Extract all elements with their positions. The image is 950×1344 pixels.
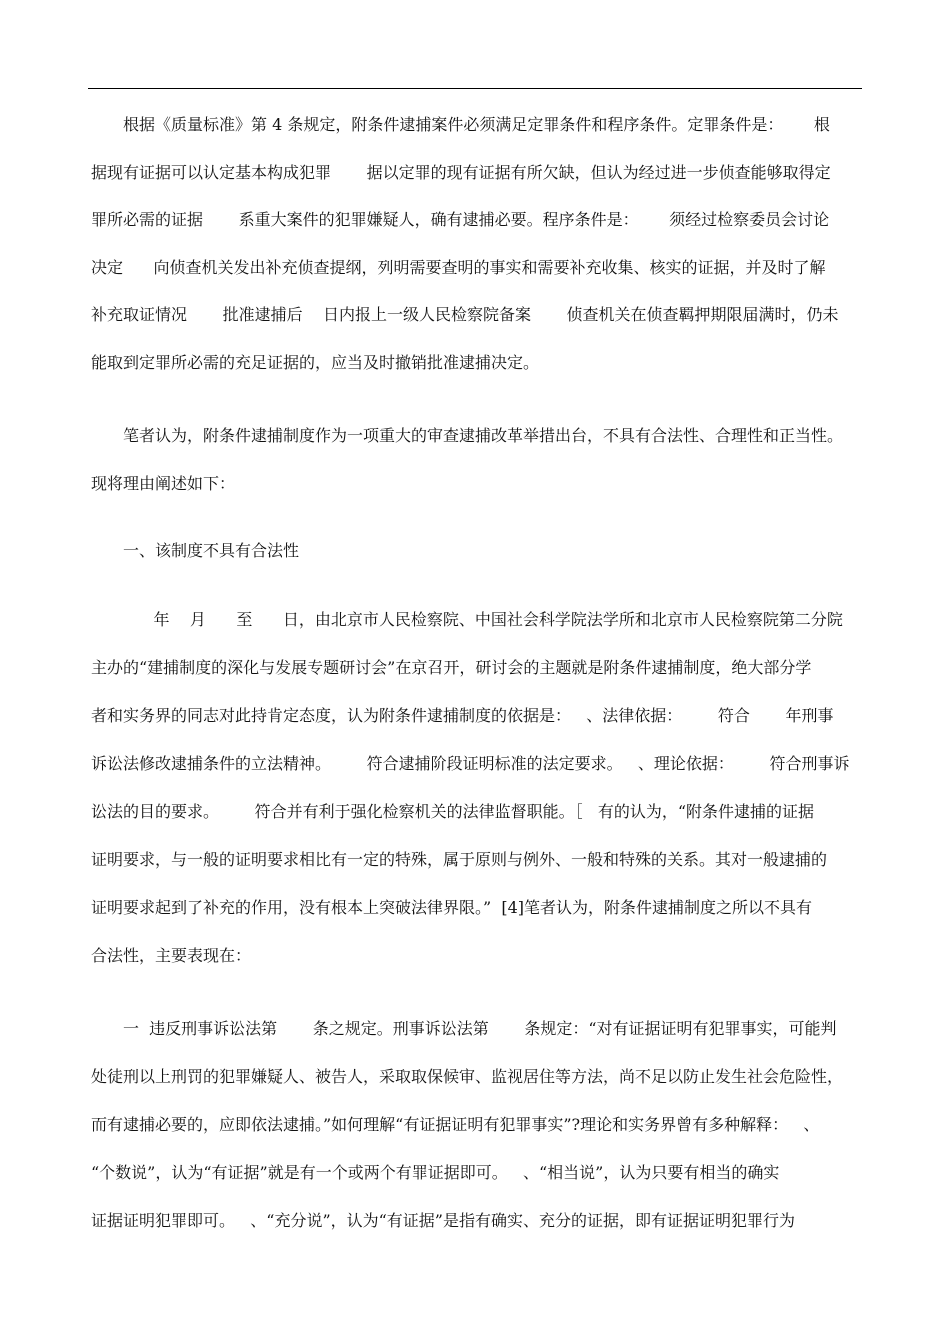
- text-line: 据现有证据可以认定基本构成犯罪 据以定罪的现有证据有所欠缺，但认为经过进一步侦查能够取得定: [91, 163, 831, 182]
- text-line: 诉讼法修改逮捕条件的立法精神。 符合逮捕阶段证明标准的法定要求。 、理论依据： 符合刑事诉: [91, 754, 850, 773]
- text-line: 讼法的目的要求。 符合并有利于强化检察机关的法律监督职能。［ 有的认为，“附条件逮捕的证据: [91, 802, 815, 821]
- text-line: 证明要求，与一般的证明要求相比有一定的特殊，属于原则与例外、一般和特殊的关系。其对一般逮捕的: [91, 850, 828, 869]
- text-line: 者和实务界的同志对此持肯定态度，认为附条件逮捕制度的依据是： 、法律依据： 符合 年刑事: [91, 706, 834, 725]
- text-line: 根据《质量标准》第 4 条规定，附条件逮捕案件必须满足定罪条件和程序条件。定罪条件是： 根: [123, 115, 830, 134]
- text-line: 补充取证情况 批准逮捕后 日内报上一级人民检察院备案 侦查机关在侦查羁押期限届满时，仍未: [91, 305, 839, 324]
- text-line: 罪所必需的证据 系重大案件的犯罪嫌疑人，确有逮捕必要。程序条件是： 须经过检察委员会讨论: [91, 210, 830, 229]
- text-line: 证明要求起到了补充的作用，没有根本上突破法律界限。” [4]笔者认为，附条件逮捕制度之所以不具有: [91, 898, 813, 917]
- text-line: 现将理由阐述如下：: [91, 474, 236, 493]
- text-line: 合法性，主要表现在：: [91, 946, 252, 965]
- header-rule: [88, 88, 862, 89]
- section-heading: 一、该制度不具有合法性: [123, 541, 300, 560]
- text-line: 处徒刑以上刑罚的犯罪嫌疑人、被告人，采取取保候审、监视居住等方法，尚不足以防止发生社会危险性，: [91, 1067, 844, 1086]
- text-line: 年 月 至 日，由北京市人民检察院、中国社会科学院法学所和北京市人民检察院第二分院: [123, 610, 843, 629]
- text-line: 一 违反刑事诉讼法第 条之规定。刑事诉讼法第 条规定：“对有证据证明有犯罪事实，可能判: [123, 1019, 837, 1038]
- text-line: 能取到定罪所必需的充足证据的，应当及时撤销批准逮捕决定。: [91, 353, 540, 372]
- text-line: 主办的“建捕制度的深化与发展专题研讨会”在京召开，研讨会的主题就是附条件逮捕制度，绝大部分学: [91, 658, 812, 677]
- text-line: 笔者认为，附条件逮捕制度作为一项重大的审查逮捕改革举措出台，不具有合法性、合理性和正当性。: [123, 426, 844, 445]
- text-line: “个数说”，认为“有证据”就是有一个或两个有罪证据即可。 、“相当说”，认为只要有相当的确实: [91, 1163, 780, 1182]
- text-line: 决定 向侦查机关发出补充侦查提纲，列明需要查明的事实和需要补充收集、核实的证据，并及时了解: [91, 258, 826, 277]
- text-line: 证据证明犯罪即可。 、“充分说”，认为“有证据”是指有确实、充分的证据，即有证据证明犯罪行为: [91, 1211, 795, 1230]
- text-line: 而有逮捕必要的，应即依法逮捕。”如何理解“有证据证明有犯罪事实”?理论和实务界曾有多种解释： 、: [91, 1115, 820, 1134]
